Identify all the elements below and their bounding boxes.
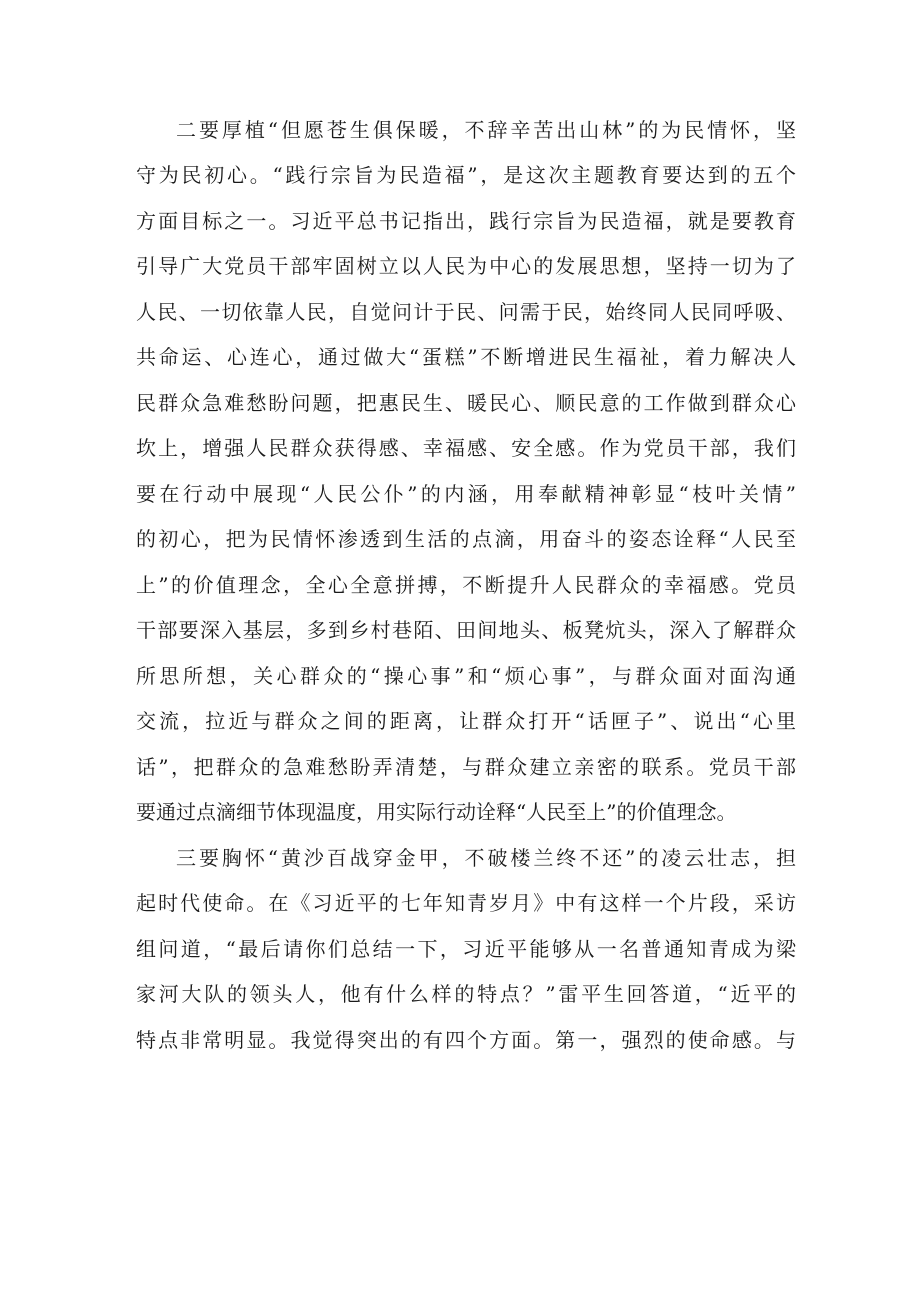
paragraph-line: 要通过点滴细节体现温度，用实际行动诠释“人民至上”的价值理念。 [136,800,737,824]
paragraph-line: 家河大队的领头人，他有什么样的特点？”雷平生回答道，“近平的 [136,982,796,1006]
paragraph-line: 二要厚植“但愿苍生俱保暖，不辞辛苦出山林”的为民情怀，坚 [176,118,796,142]
paragraph-line: 方面目标之一。习近平总书记指出，践行宗旨为民造福，就是要教育 [136,209,796,233]
paragraph-line: 起时代使命。在《习近平的七年知青岁月》中有这样一个片段，采访 [136,891,796,915]
paragraph-line: 的初心，把为民情怀渗透到生活的点滴，用奋斗的姿态诠释“人民至 [136,527,796,551]
paragraph-line: 民群众急难愁盼问题，把惠民生、暖民心、顺民意的工作做到群众心 [136,391,796,415]
paragraph-line: 话”，把群众的急难愁盼弄清楚，与群众建立亲密的联系。党员干部 [136,755,796,779]
paragraph-line: 坎上，增强人民群众获得感、幸福感、安全感。作为党员干部，我们 [136,436,796,460]
paragraph-line: 特点非常明显。我觉得突出的有四个方面。第一，强烈的使命感。与 [136,1028,796,1052]
paragraph-line: 交流，拉近与群众之间的距离，让群众打开“话匣子”、说出“心里 [136,709,796,733]
paragraph-line: 组问道，“最后请你们总结一下，习近平能够从一名普通知青成为梁 [136,937,796,961]
paragraph-line: 要在行动中展现“人民公仆”的内涵，用奉献精神彰显“枝叶关情” [136,482,796,506]
paragraph-line: 三要胸怀“黄沙百战穿金甲，不破楼兰终不还”的凌云壮志，担 [176,846,796,870]
paragraph-line: 所思所想，关心群众的“操心事”和“烦心事”，与群众面对面沟通 [136,664,796,688]
paragraph-line: 引导广大党员干部牢固树立以人民为中心的发展思想，坚持一切为了 [136,254,796,278]
paragraph-line: 上”的价值理念，全心全意拼搏，不断提升人民群众的幸福感。党员 [136,573,796,597]
paragraph-line: 守为民初心。“践行宗旨为民造福”，是这次主题教育要达到的五个 [136,163,796,187]
paragraph-line: 人民、一切依靠人民，自觉问计于民、问需于民，始终同人民同呼吸、 [136,300,796,324]
paragraph-line: 共命运、心连心，通过做大“蛋糕”不断增进民生福祉，着力解决人 [136,345,796,369]
paragraph-line: 干部要深入基层，多到乡村巷陌、田间地头、板凳炕头，深入了解群众 [136,618,796,642]
